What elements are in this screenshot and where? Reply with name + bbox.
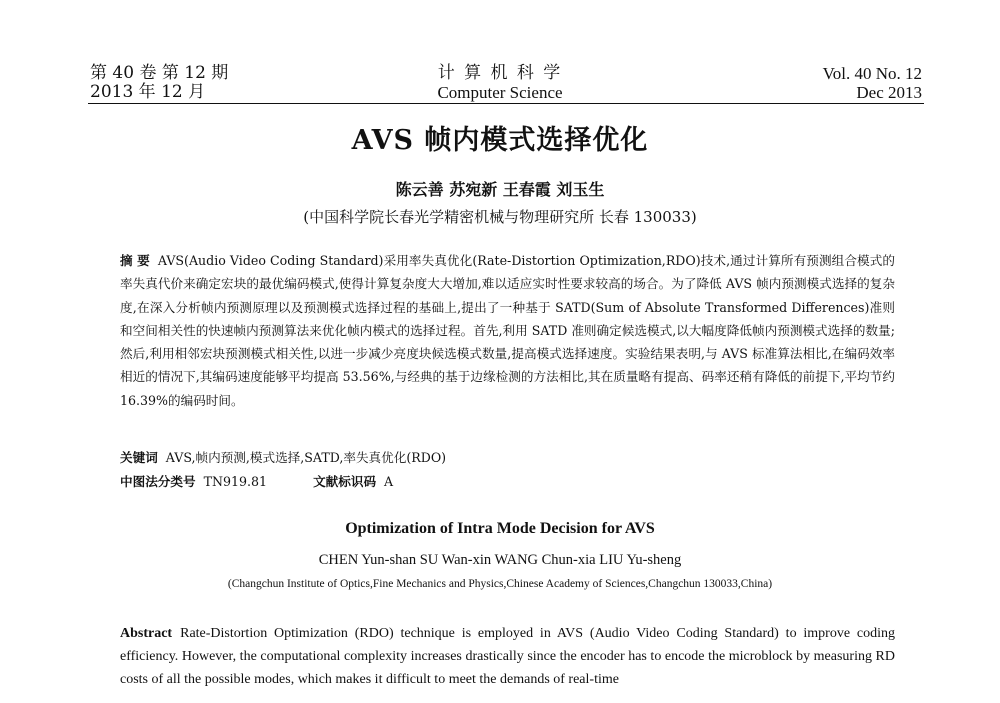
header-rule [88, 103, 924, 104]
doc-code-value: A [384, 474, 394, 489]
abstract-cn [120, 249, 895, 412]
abstract-cn-text: AVS(Audio Video Coding Standard)采用率失真优化(Rate-Distortion Optimization,RDO)技术,通过计算所有预测组合模式的率失真代价来确定宏块的最优编码模式,使得计算复杂度大大增加,难以适应实时性要求较高的场合。为了降低 AVS 帧内预测模式选择的复杂度,在深入分析帧内预测原理以及预测模式选择过程的基础上,提出了一种基于 SATD(Sum of Absolute Transformed Differences)准则和空间相关性的快速帧内预测算法来优化帧内模式的选择过程。首先,利用 SATD 准则确定候选模式,以大幅度降低帧内预测模式选择的数量;然后,利用相邻宏块预测模式相关性,以进一步减少亮度块候选模式数量,提高模式选择速度。实验结果表明,与 AVS 标准算法相比,在编码效率相近的情况下,其编码速度能够平均提高 53.56%,与经典的基于边缘检测的方法相比,其在质量略有提高、码率还稍有降低的前提下,平均节约 16.39%的编码时间。 [120, 253, 895, 408]
journal-date-en: Dec 2013 [856, 83, 922, 102]
keywords-cn [120, 446, 895, 469]
authors-en: CHEN Yun-shan SU Wan-xin WANG Chun-xia LIU Yu-sheng [318, 552, 682, 568]
clc-value: TN919.81 [203, 474, 268, 489]
affiliation-en: (Changchun Institute of Optics,Fine Mechanics and Physics,Chinese Academy of Sciences,Changchun 130033,China) [227, 578, 773, 590]
abstract-en [120, 622, 895, 691]
abstract-en-text: Rate-Distortion Optimization (RDO) technique is employed in AVS (Audio Video Coding Standard) to improve coding efficiency. However, the computational complexity increases drastically since the encoder has to encode the microblock by measuring RD costs of all the possible modes, which makes it difficult to meet the demands of real-time [120, 626, 895, 687]
classification-line [120, 470, 895, 493]
abstract-en-label: Abstract [120, 626, 173, 641]
journal-issue-cn: 第 40 卷 第 12 期 [90, 63, 229, 83]
journal-name-en: Computer Science [437, 83, 563, 102]
journal-date-cn: 2013 年 12 月 [90, 82, 206, 102]
affiliation-cn: (中国科学院长春光学精密机械与物理研究所 长春 130033) [303, 208, 697, 226]
doc-code-label: 文献标识码 [313, 474, 377, 489]
journal-name-cn: 计 算 机 科 学 [437, 63, 563, 83]
keywords-cn-text: AVS,帧内预测,模式选择,SATD,率失真优化(RDO) [165, 450, 447, 465]
journal-volume-en: Vol. 40 No. 12 [822, 64, 922, 83]
clc-label: 中图法分类号 [120, 474, 196, 489]
abstract-cn-label: 摘 要 [120, 253, 150, 268]
keywords-cn-label: 关键词 [120, 450, 158, 465]
paper-title-cn: AVS 帧内模式选择优化 [351, 125, 649, 156]
authors-cn: 陈云善 苏宛新 王春霞 刘玉生 [395, 180, 605, 199]
paper-title-en: Optimization of Intra Mode Decision for AVS [345, 520, 655, 537]
